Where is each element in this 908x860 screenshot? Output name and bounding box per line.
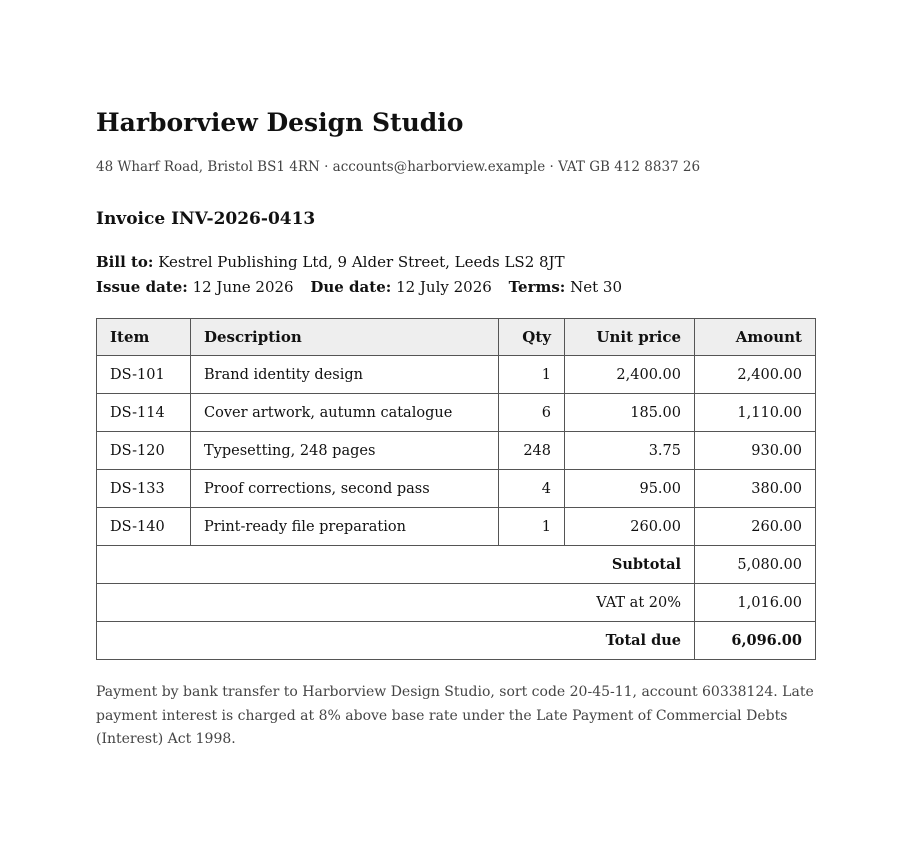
cell-item: DS-133 — [97, 470, 191, 508]
cell-unit-price: 95.00 — [565, 470, 695, 508]
subtotal-row — [97, 546, 816, 584]
cell-qty: 1 — [499, 356, 565, 394]
table-row — [97, 508, 816, 546]
cell-description: Brand identity design — [191, 356, 499, 394]
cell-description: Proof corrections, second pass — [191, 470, 499, 508]
vat-label: VAT at 20% — [97, 584, 695, 622]
cell-description: Typesetting, 248 pages — [191, 432, 499, 470]
cell-qty: 4 — [499, 470, 565, 508]
total-label: Total due — [97, 622, 695, 660]
header-unit-price: Unit price — [565, 319, 695, 356]
header-description: Description — [191, 319, 499, 356]
company-info: 48 Wharf Road, Bristol BS1 4RN · accounts@harborview.example · VAT GB 412 8837 26 — [96, 159, 701, 175]
header-item: Item — [97, 319, 191, 356]
cell-unit-price: 185.00 — [565, 394, 695, 432]
cell-item: DS-101 — [97, 356, 191, 394]
total-value: 6,096.00 — [695, 622, 816, 660]
header-amount: Amount — [695, 319, 816, 356]
bill-to-value: Kestrel Publishing Ltd, 9 Alder Street, Leeds LS2 8JT — [158, 253, 565, 271]
due-date-label: Due date: — [310, 278, 392, 296]
cell-unit-price: 260.00 — [565, 508, 695, 546]
terms-value: Net 30 — [570, 278, 623, 296]
cell-unit-price: 2,400.00 — [565, 356, 695, 394]
cell-amount: 2,400.00 — [695, 356, 816, 394]
due-date-value: 12 July 2026 — [396, 278, 492, 296]
terms-label: Terms: — [508, 278, 566, 296]
payment-note: Payment by bank transfer to Harborview Design Studio, sort code 20-45-11, account 60338124. Late payment interest is charged at 8% above base rate under the Late Payment of Commercial Debts (Interest) Act 1998. — [96, 684, 814, 747]
issue-date-label: Issue date: — [96, 278, 188, 296]
table-row — [97, 470, 816, 508]
table-header-row — [97, 319, 816, 356]
subtotal-value: 5,080.00 — [695, 546, 816, 584]
header-qty: Qty — [499, 319, 565, 356]
cell-amount: 1,110.00 — [695, 394, 816, 432]
total-row — [97, 622, 816, 660]
vat-row — [97, 584, 816, 622]
cell-qty: 248 — [499, 432, 565, 470]
bill-to-label: Bill to: — [96, 253, 154, 271]
cell-unit-price: 3.75 — [565, 432, 695, 470]
cell-item: DS-114 — [97, 394, 191, 432]
vat-value: 1,016.00 — [695, 584, 816, 622]
issue-date-value: 12 June 2026 — [192, 278, 294, 296]
company-name: Harborview Design Studio — [96, 108, 464, 137]
cell-qty: 6 — [499, 394, 565, 432]
cell-amount: 930.00 — [695, 432, 816, 470]
cell-description: Cover artwork, autumn catalogue — [191, 394, 499, 432]
table-row — [97, 432, 816, 470]
cell-amount: 260.00 — [695, 508, 816, 546]
dates-line — [96, 276, 622, 298]
cell-item: DS-140 — [97, 508, 191, 546]
subtotal-label: Subtotal — [97, 546, 695, 584]
cell-item: DS-120 — [97, 432, 191, 470]
cell-amount: 380.00 — [695, 470, 816, 508]
line-items-table — [96, 318, 816, 660]
cell-description: Print-ready file preparation — [191, 508, 499, 546]
table-row — [97, 356, 816, 394]
cell-qty: 1 — [499, 508, 565, 546]
table-row — [97, 394, 816, 432]
invoice-title: Invoice INV-2026-0413 — [96, 209, 316, 229]
bill-to-line — [96, 251, 565, 273]
